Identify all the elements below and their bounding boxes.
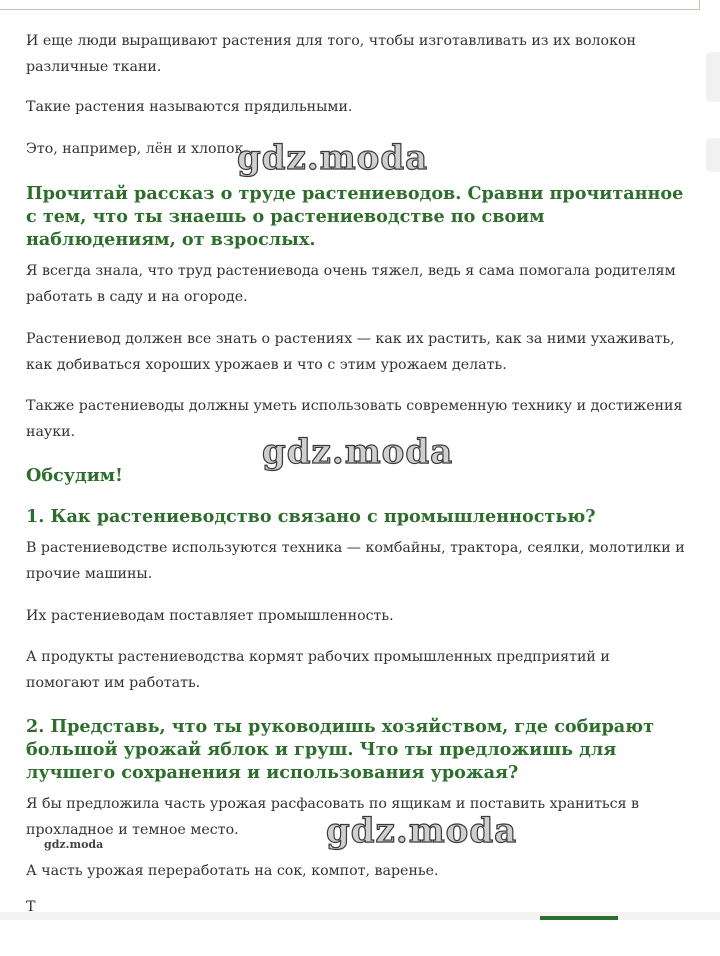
paragraph: А часть урожая переработать на сок, компот, варенье. (26, 863, 439, 879)
page-frame-top (0, 0, 700, 10)
watermark: gdz.moda (237, 138, 429, 178)
side-tab-lower[interactable] (706, 138, 720, 172)
question-heading: 1. Как растениеводство связано с промышленностью? (26, 506, 596, 527)
paragraph: Я бы предложила часть урожая расфасовать по ящикам и поставить храниться в прохладное и темное место. (26, 796, 640, 838)
discuss-heading: Обсудим! (26, 465, 123, 486)
question-heading: 2. Представь, что ты руководишь хозяйством, где собирают большой урожай яблок и груш. Что ты предложишь для лучшего сохранения и использования урожая? (26, 716, 655, 783)
paragraph: Такие растения называются прядильными. (26, 99, 353, 115)
watermark: gdz.moda (262, 432, 454, 472)
paragraph: Их растениеводам поставляет промышленность. (26, 608, 394, 624)
paragraph: Это, например, лён и хлопок. (26, 141, 248, 157)
paragraph: А продукты растениеводства кормят рабочих промышленных предприятий и помогают им работать. (26, 649, 610, 691)
watermark-small: gdz.moda (44, 838, 104, 851)
watermark: gdz.moda (326, 811, 518, 851)
section-heading: Прочитай рассказ о труде растениеводов. Сравни прочитанное с тем, что ты знаешь о растениеводстве по своим наблюдениям, от взрослых. (26, 183, 684, 250)
side-tab-upper[interactable] (706, 52, 720, 102)
paragraph-cut-off: Т (26, 900, 36, 912)
paragraph: В растениеводстве используются техника — комбайны, трактора, сеялки, молотилки и прочие машины. (26, 540, 685, 582)
paragraph: Я всегда знала, что труд растениевода очень тяжел, ведь я сама помогала родителям работать в саду и на огороде. (26, 263, 676, 305)
paragraph: Также растениеводы должны уметь использовать современную технику и достижения науки. (26, 398, 683, 440)
bottom-accent (540, 916, 618, 920)
paragraph: Растениевод должен все знать о растениях — как их растить, как за ними ухаживать, как добиваться хороших урожаев и что с этим урожаем делать. (26, 331, 675, 373)
paragraph: И еще люди выращивают растения для того, чтобы изготавливать из их волокон различные ткани. (26, 33, 636, 75)
